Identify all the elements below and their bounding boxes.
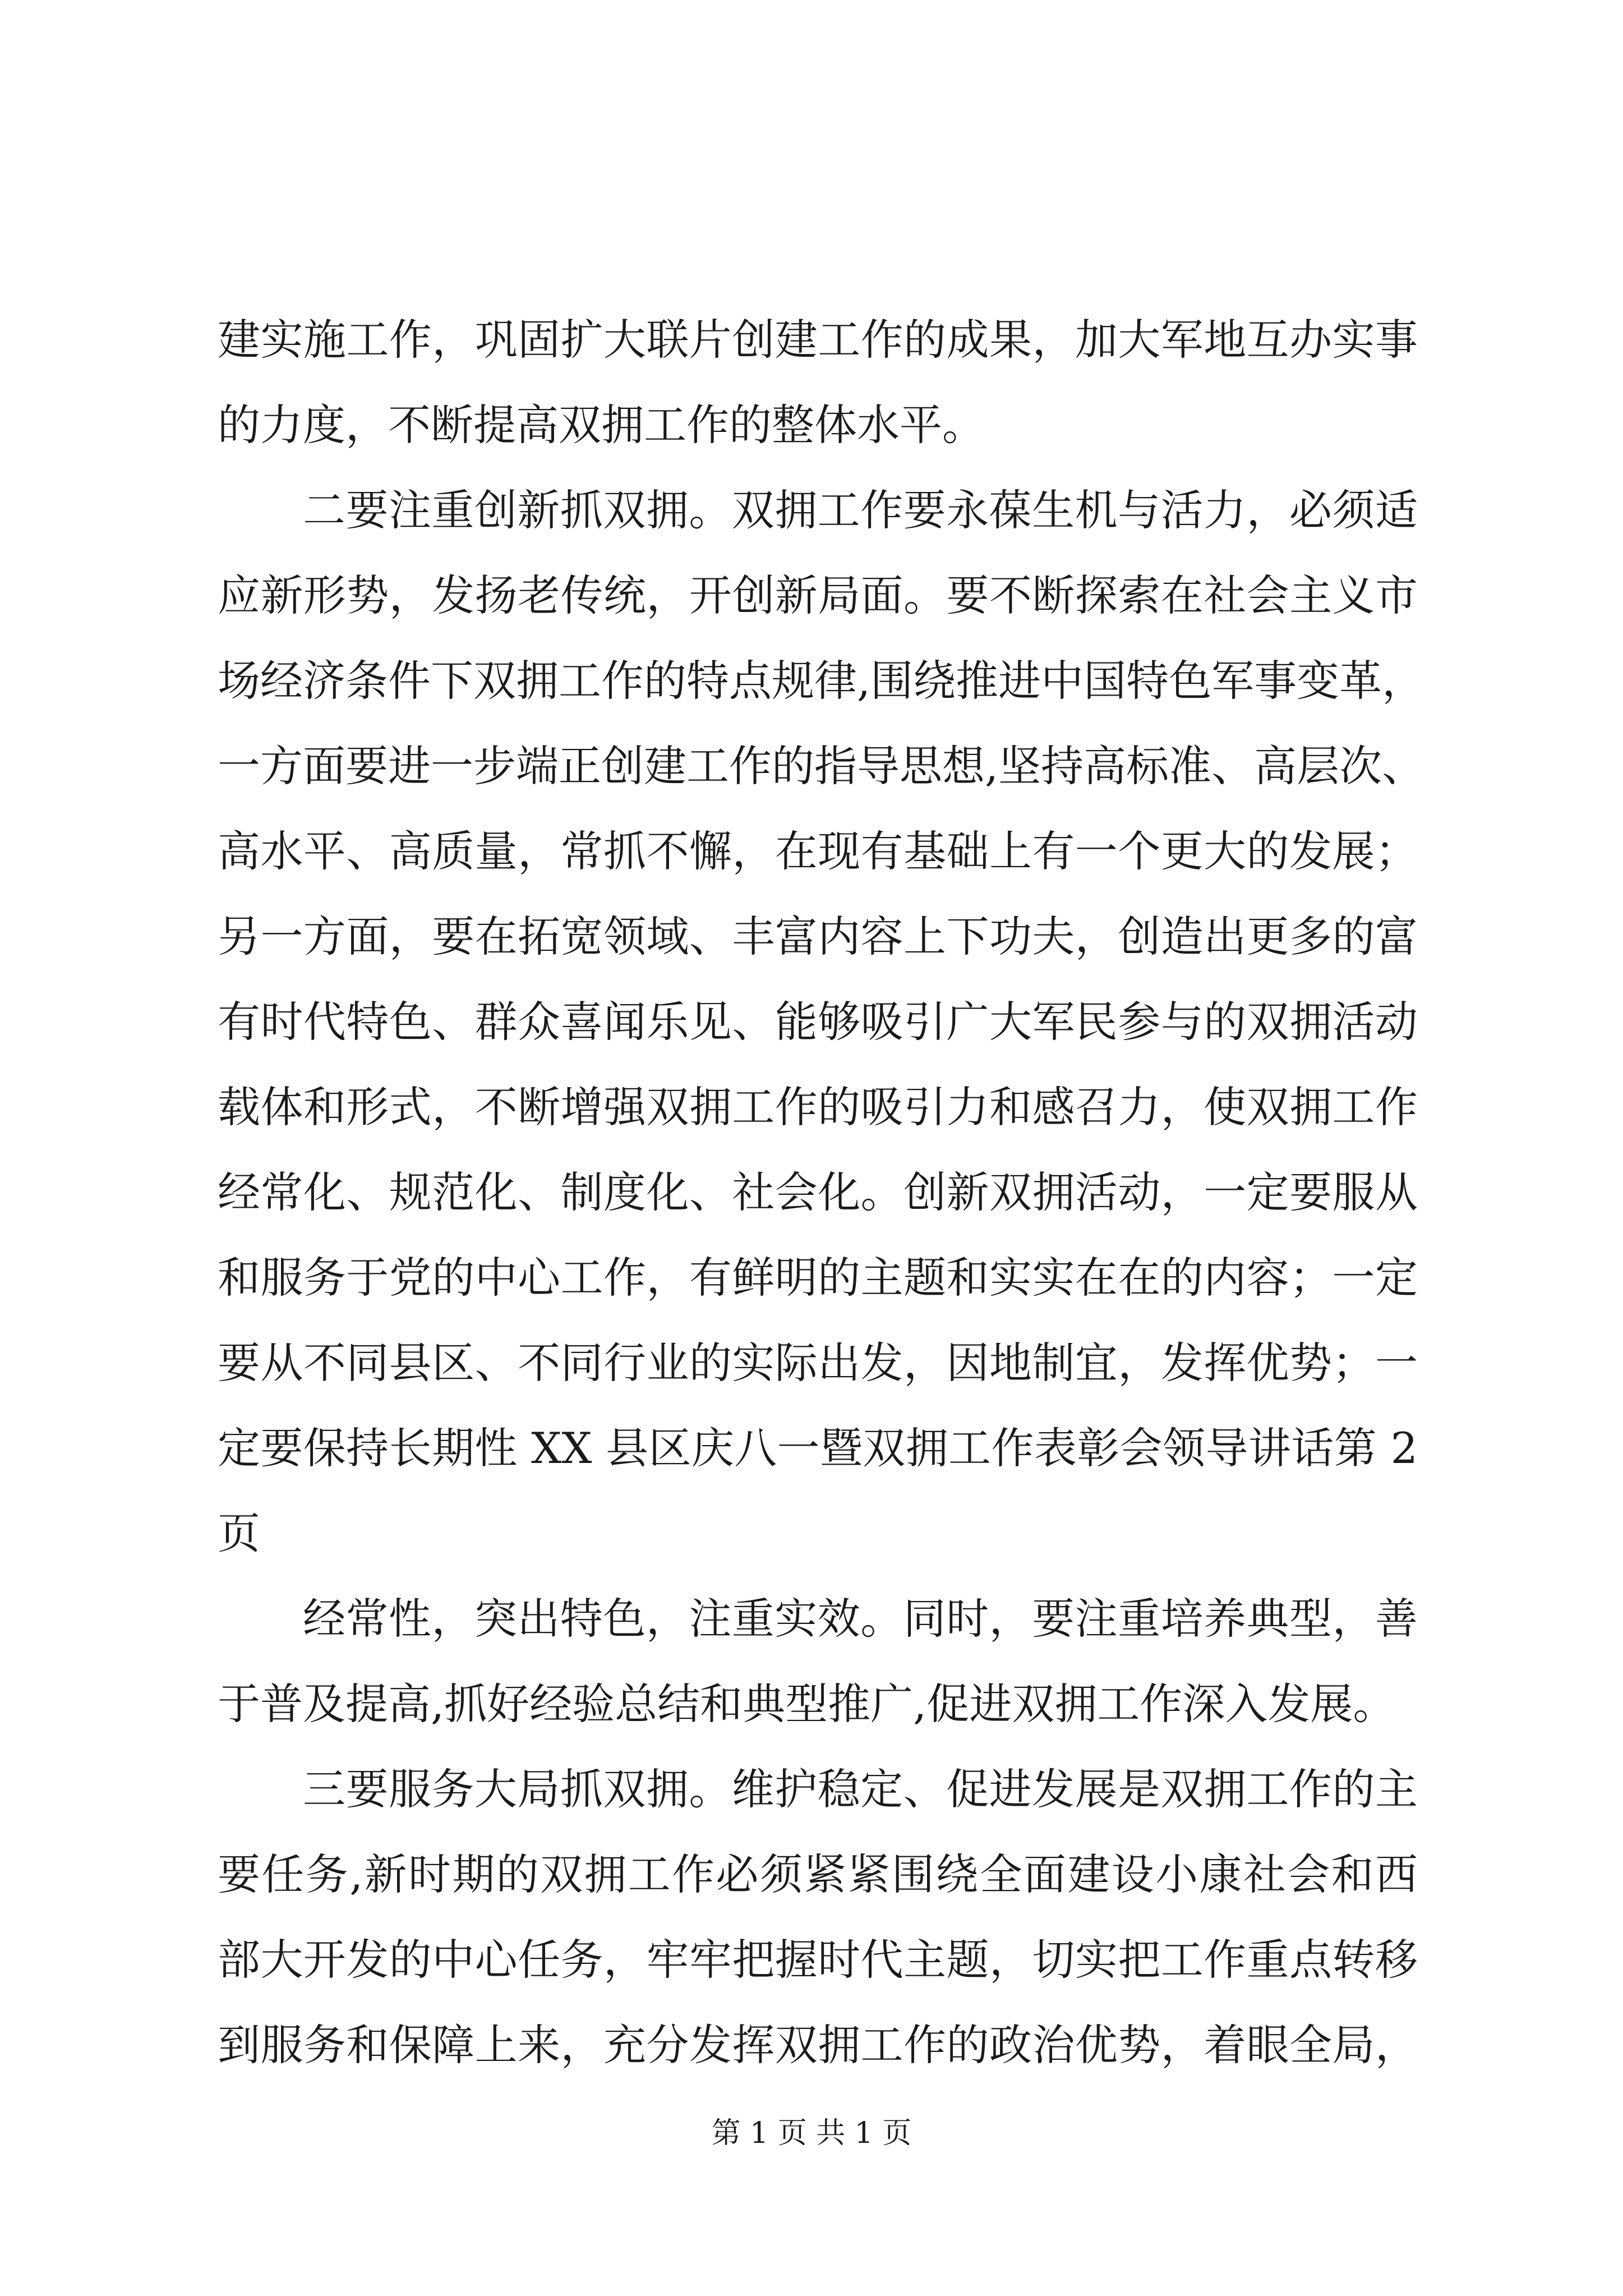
- text-line: 建实施工作，巩固扩大联片创建工作的成果，加大军地互办实事: [218, 315, 1418, 365]
- text-line: 的力度，不断提高双拥工作的整体水平。: [218, 400, 985, 450]
- text-line: 有时代特色、群众喜闻乐见、能够吸引广大军民参与的双拥活动: [218, 997, 1418, 1047]
- text-line: 定要保持长期性 XX 县区庆八一暨双拥工作表彰会领导讲话第 2: [218, 1423, 1418, 1473]
- text-line: 页: [218, 1508, 260, 1558]
- text-line: 另一方面，要在拓宽领域、丰富内容上下功夫，创造出更多的富: [218, 912, 1418, 961]
- text-line: 应新形势，发扬老传统，开创新局面。要不断探索在社会主义市: [218, 570, 1418, 620]
- text-line: 要任务,新时期的双拥工作必须紧紧围绕全面建设小康社会和西: [218, 1849, 1418, 1899]
- text-line: 一方面要进一步端正创建工作的指导思想,坚持高标准、高层次、: [218, 741, 1425, 791]
- text-line: 高水平、高质量，常抓不懈，在现有基础上有一个更大的发展；: [218, 826, 1418, 876]
- text-line: 于普及提高,抓好经验总结和典型推广,促进双拥工作深入发展。: [218, 1679, 1396, 1729]
- document-body: [218, 297, 1425, 2088]
- text-line: 经常化、规范化、制度化、社会化。创新双拥活动，一定要服从: [218, 1167, 1418, 1217]
- text-line: 到服务和保障上来，充分发挥双拥工作的政治优势，着眼全局，: [218, 2020, 1418, 2070]
- text-line: 部大开发的中心任务，牢牢把握时代主题，切实把工作重点转移: [218, 1935, 1418, 1985]
- text-line: 要从不同县区、不同行业的实际出发，因地制宜，发挥优势；一: [218, 1338, 1418, 1388]
- paragraph-start-line: 三要服务大局抓双拥。维护稳定、促进发展是双拥工作的主: [303, 1764, 1418, 1814]
- text-line: 和服务于党的中心工作，有鲜明的主题和实实在在的内容；一定: [218, 1253, 1418, 1303]
- text-line: 载体和形式，不断增强双拥工作的吸引力和感召力，使双拥工作: [218, 1082, 1418, 1132]
- page-number-footer: 第 1 页 共 1 页: [711, 2116, 912, 2150]
- paragraph-start-line: 经常性，突出特色，注重实效。同时，要注重培养典型，善: [303, 1594, 1418, 1644]
- text-line: 场经济条件下双拥工作的特点规律,围绕推进中国特色军事变革，: [218, 656, 1425, 706]
- paragraph-start-line: 二要注重创新抓双拥。双拥工作要永葆生机与活力，必须适: [303, 485, 1418, 535]
